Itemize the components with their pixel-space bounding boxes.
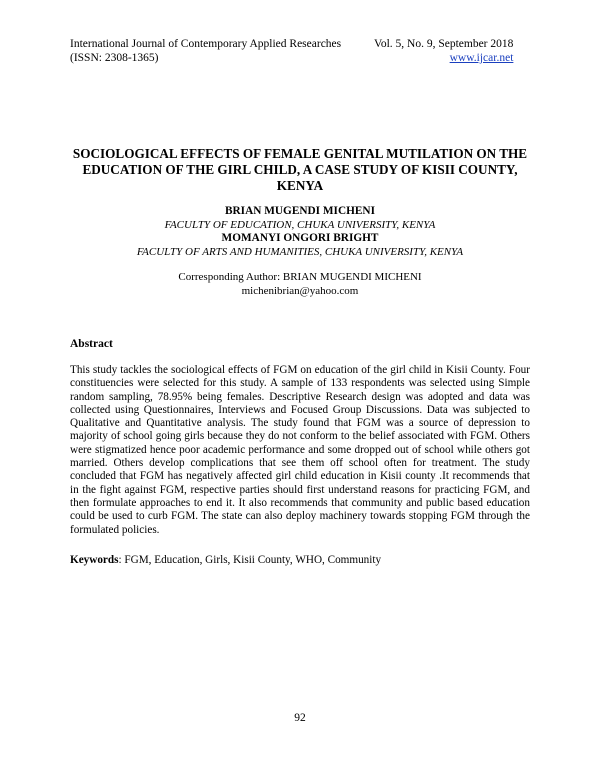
corresponding-author-email: michenibrian@yahoo.com [241,284,359,297]
abstract-heading: Abstract [70,338,113,350]
abstract-text: This study tackles the sociological effects of FGM on education of the girl child in Kisii County. Four constituencies were selected for this study. A sample of 133 respondents was selected using Simple random sampling, 78.95% being females. Descriptive Research design was adopted and data was collected using Questionnaires, Interviews and Focused Group Discussions. Data was subjected to Qualitative and Quantitative analysis. The study found that FGM was a source of depression to majority of school going girls because they do not conform to the belief associated with FGM. Others were stigmatized hence poor academic performance and some dropped out of school while others got married. Others develop complications that see them off school often for treatment. The study concluded that FGM has negatively affected girl child education in Kisii county .It recommends that in the fight against FGM, respective parties should first understand reasons for practicing FGM, and then formulate approaches to end it. It also recommends that community and public based education could be used to curb FGM. The state can also deploy machinery towards stopping FGM through the formulated policies. [70,364,530,536]
journal-volume: Vol. 5, No. 9, September 2018 [374,38,514,50]
page-number: 92 [294,712,306,724]
author-name: MOMANYI ONGORI BRIGHT [221,232,379,244]
journal-issn: (ISSN: 2308-1365) [70,52,159,64]
author-name: BRIAN MUGENDI MICHENI [224,205,375,217]
journal-website-link[interactable]: www.ijcar.net [449,52,514,64]
keywords-label: Keywords [70,554,119,566]
journal-name: International Journal of Contemporary Applied Researches [70,38,342,50]
keywords-list: : FGM, Education, Girls, Kisii County, WHO, Community [118,554,382,566]
author-affiliation: FACULTY OF ARTS AND HUMANITIES, CHUKA UNIVERSITY, KENYA [136,245,464,258]
corresponding-author [70,271,530,298]
paper-title: SOCIOLOGICAL EFFECTS OF FEMALE GENITAL MUTILATION ON THE EDUCATION OF THE GIRL CHILD, A CASE STUDY OF KISII COUNTY, KENYA [72,146,528,194]
keywords-line [70,554,530,568]
running-header-left [70,37,341,65]
author-block [70,205,530,259]
running-header-right [374,37,513,65]
corresponding-author-label: Corresponding Author: BRIAN MUGENDI MICHENI [178,271,422,283]
author-affiliation: FACULTY OF EDUCATION, CHUKA UNIVERSITY, KENYA [164,218,436,231]
